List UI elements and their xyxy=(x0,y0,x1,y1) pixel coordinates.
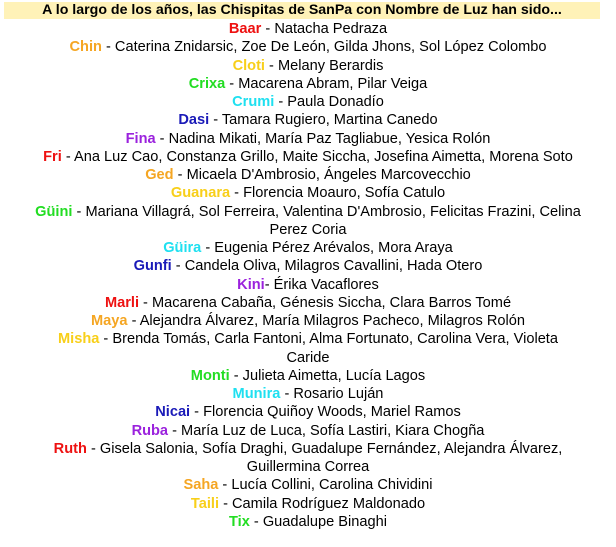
name-separator: - xyxy=(168,422,182,439)
name-separator: - xyxy=(229,367,243,384)
name-separator: - xyxy=(261,21,275,37)
chispita-name: Maya xyxy=(91,313,128,329)
name-separator: - xyxy=(280,386,294,402)
members-list: Érika Vacaflores xyxy=(273,276,379,293)
chispita-name: Taili xyxy=(190,495,220,512)
chispita-name: Güini xyxy=(35,203,73,220)
name-separator: - xyxy=(265,57,278,74)
chispita-name: Ruba xyxy=(131,422,169,439)
chispita-name: Kini xyxy=(237,276,265,293)
name-separator: - xyxy=(209,112,222,129)
list-item xyxy=(0,476,616,494)
name-separator: - xyxy=(274,94,288,110)
chispita-name: Crumi xyxy=(232,94,275,110)
list-item xyxy=(0,367,616,385)
list-item xyxy=(0,75,616,93)
name-separator: - xyxy=(101,39,115,56)
chispita-name: Fina xyxy=(125,130,156,147)
members-list: Brenda Tomás, Carla Fantoni, Alma Fortunato, Carolina Vera, Violeta xyxy=(112,331,558,348)
name-separator: - xyxy=(127,313,140,329)
chispita-name: Monti xyxy=(190,367,230,384)
members-list: Lucía Collini, Carolina Chividini xyxy=(231,477,433,494)
name-separator: - xyxy=(72,203,86,220)
name-separator: - xyxy=(230,185,244,202)
members-list: Alejandra Álvarez, María Milagros Pacheco, Milagros Rolón xyxy=(139,313,525,329)
chispita-name: Munira xyxy=(232,386,281,402)
list-item xyxy=(0,148,616,166)
name-separator: - xyxy=(86,440,100,457)
list-item xyxy=(0,203,616,240)
list-item xyxy=(0,495,616,513)
list-item xyxy=(0,513,616,531)
list-item xyxy=(0,93,616,111)
members-list: Eugenia Pérez Arévalos, Mora Araya xyxy=(214,240,453,256)
names-list xyxy=(0,20,616,531)
list-item xyxy=(0,166,616,184)
chispita-name: Dasi xyxy=(178,112,210,129)
chispita-name: Ruth xyxy=(53,440,87,457)
list-item xyxy=(0,312,616,330)
list-item xyxy=(0,294,616,312)
list-item xyxy=(0,403,616,421)
list-item xyxy=(0,239,616,257)
name-separator: - xyxy=(99,331,113,348)
name-separator: - xyxy=(249,513,263,530)
chispita-name: Marli xyxy=(104,294,139,311)
list-item xyxy=(0,184,616,202)
name-separator: - xyxy=(219,495,233,512)
chispita-name: Baar xyxy=(228,21,262,37)
name-separator: - xyxy=(218,477,232,494)
list-item xyxy=(0,111,616,129)
name-separator: - xyxy=(173,167,187,183)
members-list: Guadalupe Binaghi xyxy=(262,513,387,530)
list-item xyxy=(0,57,616,75)
members-list: Rosario Luján xyxy=(293,386,384,402)
members-list: Julieta Aimetta, Lucía Lagos xyxy=(242,367,426,384)
list-item xyxy=(0,38,616,56)
members-list: Paula Donadío xyxy=(287,94,384,110)
members-list: Mariana Villagrá, Sol Ferreira, Valentina D'Ambrosio, Felicitas Frazini, Celina xyxy=(85,203,581,220)
members-list: Nadina Mikati, María Paz Tagliabue, Yesica Rolón xyxy=(168,130,491,147)
chispita-name: Gunfi xyxy=(133,258,172,275)
list-item xyxy=(0,330,616,367)
name-separator: - xyxy=(61,148,74,165)
page-title: A lo largo de los años, las Chispitas de SanPa con Nombre de Luz han sido... xyxy=(4,2,600,19)
chispita-name: Tix xyxy=(229,513,250,530)
members-list: Florencia Quiñoy Woods, Mariel Ramos xyxy=(203,404,461,421)
members-list: Tamara Rugiero, Martina Canedo xyxy=(221,112,438,129)
chispita-name: Crixa xyxy=(188,75,226,92)
chispita-name: Cloti xyxy=(232,57,265,74)
chispita-name: Ged xyxy=(145,167,174,183)
members-list: Caterina Znidarsic, Zoe De León, Gilda Jhons, Sol López Colombo xyxy=(114,39,547,56)
chispita-name: Chin xyxy=(69,39,102,56)
members-list: Macarena Cabaña, Génesis Siccha, Clara Barros Tomé xyxy=(151,294,512,311)
members-list: Candela Oliva, Milagros Cavallini, Hada Otero xyxy=(184,258,483,275)
chispita-name: Misha xyxy=(58,331,100,348)
name-separator: - xyxy=(139,294,152,311)
list-item xyxy=(0,385,616,403)
name-separator: - xyxy=(171,258,185,275)
chispita-name: Saha xyxy=(183,477,219,494)
members-list: Gisela Salonia, Sofía Draghi, Guadalupe Fernández, Alejandra Álvarez, xyxy=(99,440,563,457)
members-list-continued: Perez Coria xyxy=(269,221,347,238)
members-list: Macarena Abram, Pilar Veiga xyxy=(238,75,428,92)
members-list: Micaela D'Ambrosio, Ángeles Marcovecchio xyxy=(186,167,471,183)
members-list: Florencia Moauro, Sofía Catulo xyxy=(243,185,446,202)
members-list: Ana Luz Cao, Constanza Grillo, Maite Siccha, Josefina Aimetta, Morena Soto xyxy=(73,148,573,165)
chispita-name: Guanara xyxy=(170,185,231,202)
list-item xyxy=(0,440,616,477)
list-item xyxy=(0,276,616,294)
list-item xyxy=(0,130,616,148)
chispita-name: Fri xyxy=(43,148,62,165)
name-separator: - xyxy=(155,130,169,147)
name-separator: - xyxy=(201,240,215,256)
list-item xyxy=(0,422,616,440)
members-list: Melany Berardis xyxy=(277,57,384,74)
name-separator: - xyxy=(190,404,204,421)
list-item xyxy=(0,20,616,38)
name-separator: - xyxy=(225,75,239,92)
chispita-name: Nicai xyxy=(155,404,191,421)
chispita-name: Güira xyxy=(163,240,202,256)
members-list-continued: Guillermina Correa xyxy=(246,459,370,475)
name-separator: - xyxy=(264,276,274,293)
members-list: María Luz de Luca, Sofía Lastiri, Kiara Chogña xyxy=(181,422,485,439)
members-list-continued: Caride xyxy=(286,349,330,366)
list-item xyxy=(0,257,616,275)
members-list: Camila Rodríguez Maldonado xyxy=(232,495,426,512)
members-list: Natacha Pedraza xyxy=(274,21,388,37)
